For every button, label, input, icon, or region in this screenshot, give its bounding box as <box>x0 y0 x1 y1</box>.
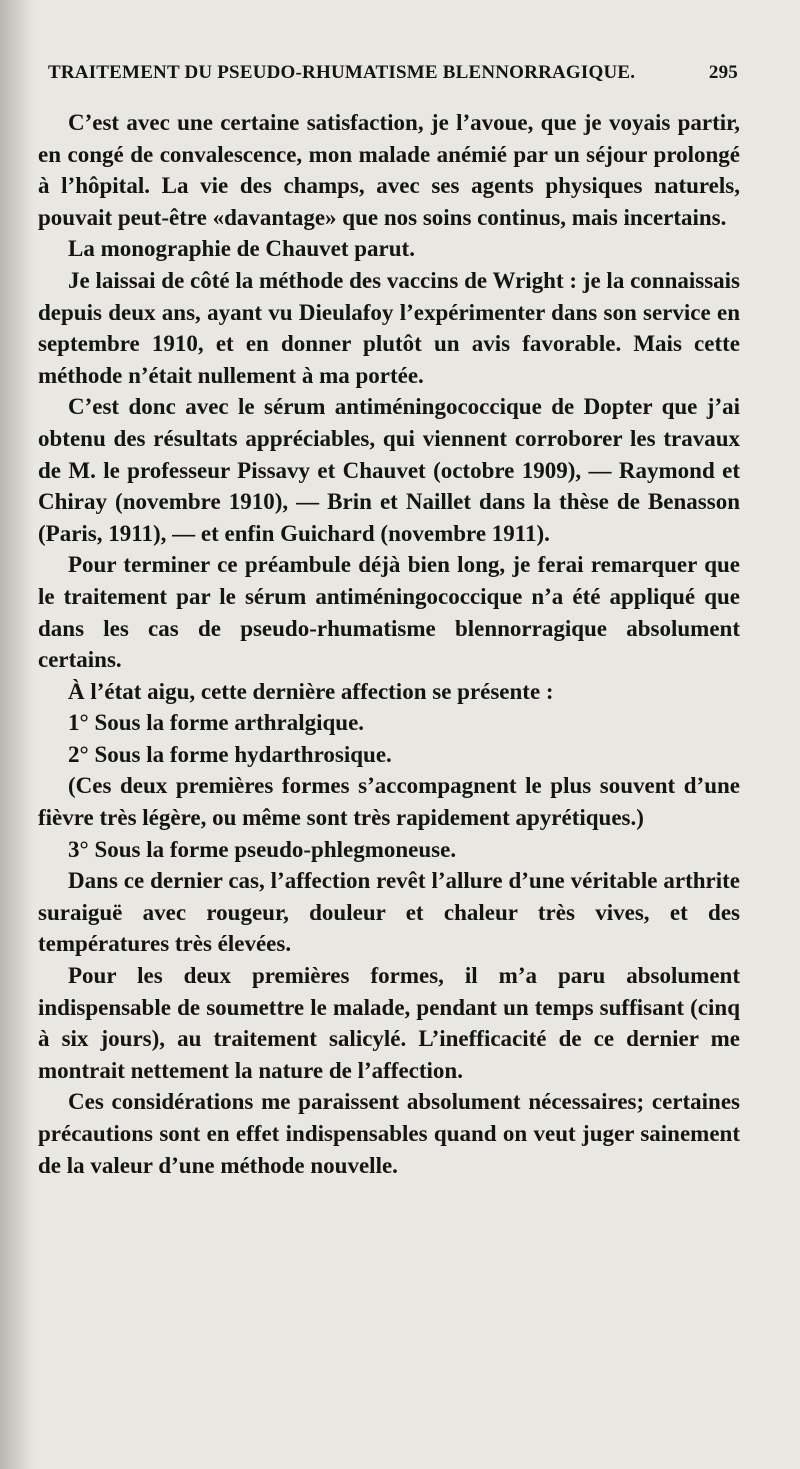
paragraph: À l’état aigu, cette dernière affection se présente : <box>68 678 554 704</box>
paragraph: Pour les deux premières formes, il m’a paru absolument indispensable de soumettre le malade, pendant un temps suffisant (cinq à six jours), au traitement salicylé. L’inefficacité de ce dernier me montrait nettement la nature de l’affection. <box>38 963 740 1083</box>
paragraph: (Ces deux premières formes s’accompagnent le plus souvent d’une fièvre très légère, ou même sont très rapidement apyrétiques.) <box>38 773 740 831</box>
paragraph: C’est donc avec le sérum antiméningococcique de Dopter que j’ai obtenu des résultats appréciables, qui viennent corroborer les travaux de M. le professeur Pissavy et Chauvet (octobre 1909), — Raymond et Chiray (novembre 1910), — Brin et Naillet dans la thèse de Benasson (Paris, 1911), — et enfin Guichard (novembre 1911). <box>38 394 740 546</box>
list-item: 3° Sous la forme pseudo-phlegmoneuse. <box>68 836 457 862</box>
paragraph: Ces considérations me paraissent absolument nécessaires; certaines précautions sont en effet indispensables quand on veut juger sainement de la valeur d’une méthode nouvelle. <box>38 1089 740 1178</box>
running-title: TRAITEMENT DU PSEUDO-RHUMATISME BLENNORRAGIQUE. <box>48 62 636 83</box>
list-item: 2° Sous la forme hydarthrosique. <box>68 741 392 767</box>
list-item: 1° Sous la forme arthralgique. <box>68 710 365 736</box>
paragraph: Dans ce dernier cas, l’affection revêt l’allure d’une véritable arthrite suraiguë avec rougeur, douleur et chaleur très vives, et des températures très élevées. <box>38 868 740 957</box>
paragraph: C’est avec une certaine satisfaction, je l’avoue, que je voyais partir, en congé de convalescence, mon malade anémié par un séjour prolongé à l’hôpital. La vie des champs, avec ses agents physiques naturels, pouvait peut-être «davantage» que nos soins continus, mais incertains. <box>38 110 740 230</box>
running-header <box>48 62 738 90</box>
paragraph: Je laissai de côté la méthode des vaccins de Wright : je la connaissais depuis deux ans, ayant vu Dieulafoy l’expérimenter dans son service en septembre 1910, et en donner plutôt un avis favorable. Mais cette méthode n’était nullement à ma portée. <box>38 267 740 388</box>
page-number: 295 <box>708 62 738 83</box>
body-text <box>38 107 740 1181</box>
paragraph: La monographie de Chauvet parut. <box>68 236 415 262</box>
paragraph: Pour terminer ce préambule déjà bien long, je ferai remarquer que le traitement par le sérum antiméningococcique n’a été appliqué que dans les cas de pseudo-rhumatisme blennorragique absolument certains. <box>38 552 740 673</box>
